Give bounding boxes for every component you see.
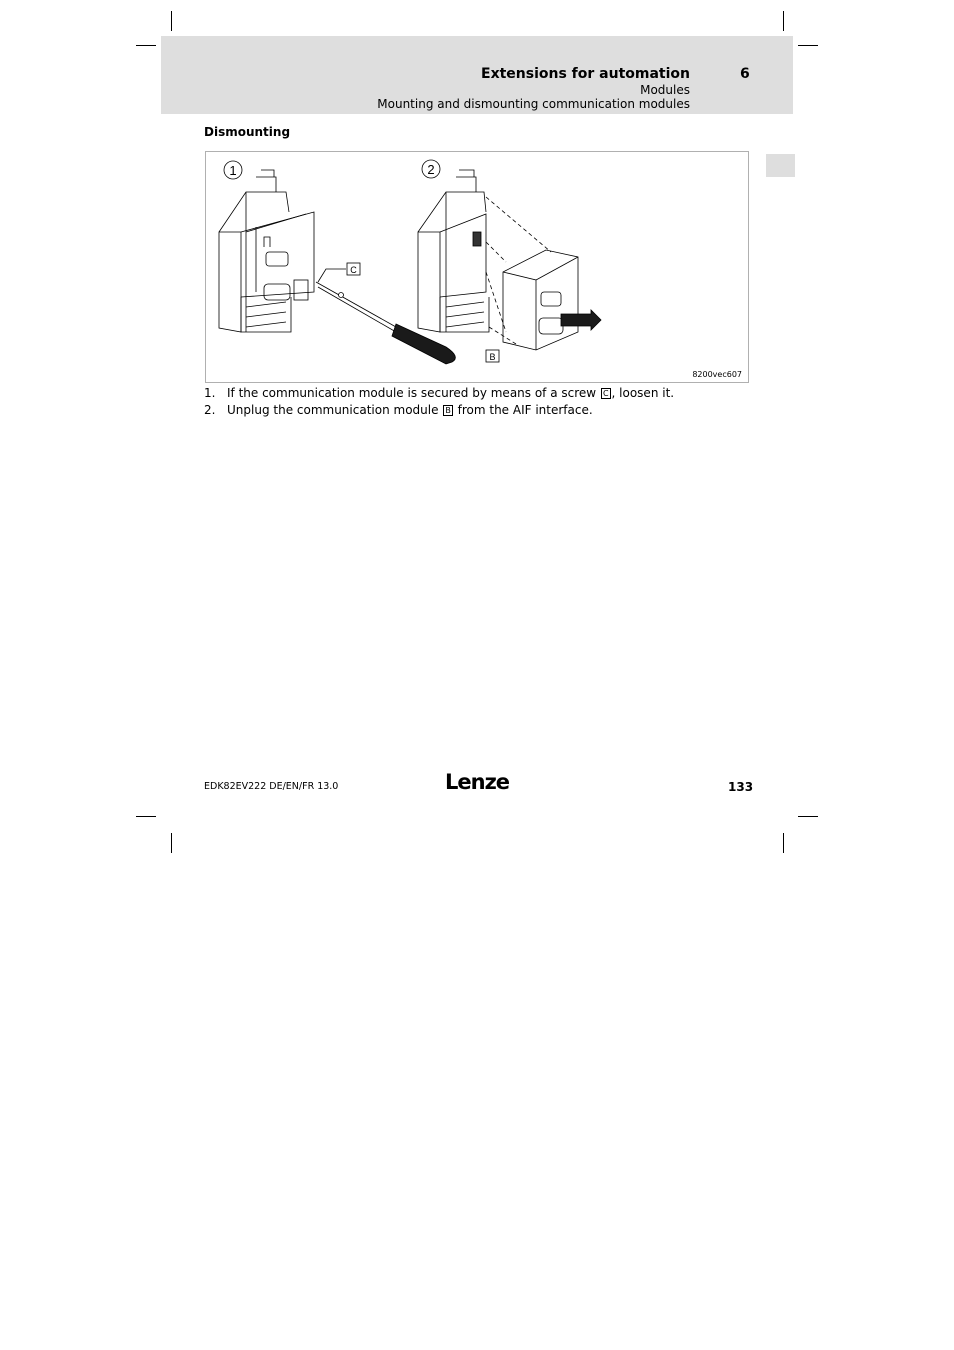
crop-mark — [136, 45, 156, 46]
guide-lines — [486, 197, 551, 344]
communication-module-drawing — [503, 250, 601, 350]
list-item-text: Unplug the communication module — [227, 403, 439, 417]
chapter-side-tab — [766, 154, 795, 177]
screwdriver-drawing — [316, 282, 455, 364]
list-item-text-end: , loosen it. — [611, 386, 675, 400]
crop-mark — [136, 816, 156, 817]
section-title: Modules — [640, 83, 690, 97]
chapter-title: Extensions for automation — [481, 66, 690, 82]
dismounting-figure — [205, 151, 749, 383]
list-item-text: If the communication module is secured by means of a screw — [227, 386, 597, 400]
dismounting-illustration — [206, 152, 750, 384]
lenze-logo: Lenze — [445, 770, 510, 794]
crop-mark — [798, 816, 818, 817]
crop-mark — [783, 11, 784, 31]
label-c: C — [350, 265, 357, 275]
subsection-title: Mounting and dismounting communication modules — [377, 97, 690, 111]
list-item — [204, 403, 593, 417]
controller-1-drawing — [219, 170, 314, 332]
crop-mark — [798, 45, 818, 46]
list-item-number: 2. — [204, 403, 216, 417]
step-1-label: 1 — [229, 163, 237, 178]
label-b: B — [489, 352, 496, 362]
figure-code: 8200vec607 — [692, 370, 742, 379]
page-number: 133 — [728, 780, 754, 794]
boxed-label-b: B — [445, 406, 451, 415]
section-heading: Dismounting — [204, 125, 291, 139]
step-2-label: 2 — [427, 162, 435, 177]
crop-mark — [783, 833, 784, 853]
document-id: EDK82EV222 DE/EN/FR 13.0 — [204, 781, 339, 792]
chapter-number: 6 — [740, 66, 750, 82]
boxed-label-c: C — [602, 389, 609, 398]
label-c-leader — [318, 269, 346, 282]
crop-mark — [171, 11, 172, 31]
controller-2-drawing — [418, 170, 489, 332]
list-item-text-end: from the AIF interface. — [453, 403, 593, 417]
list-item — [204, 386, 674, 400]
list-item-number: 1. — [204, 386, 216, 400]
crop-mark — [171, 833, 172, 853]
